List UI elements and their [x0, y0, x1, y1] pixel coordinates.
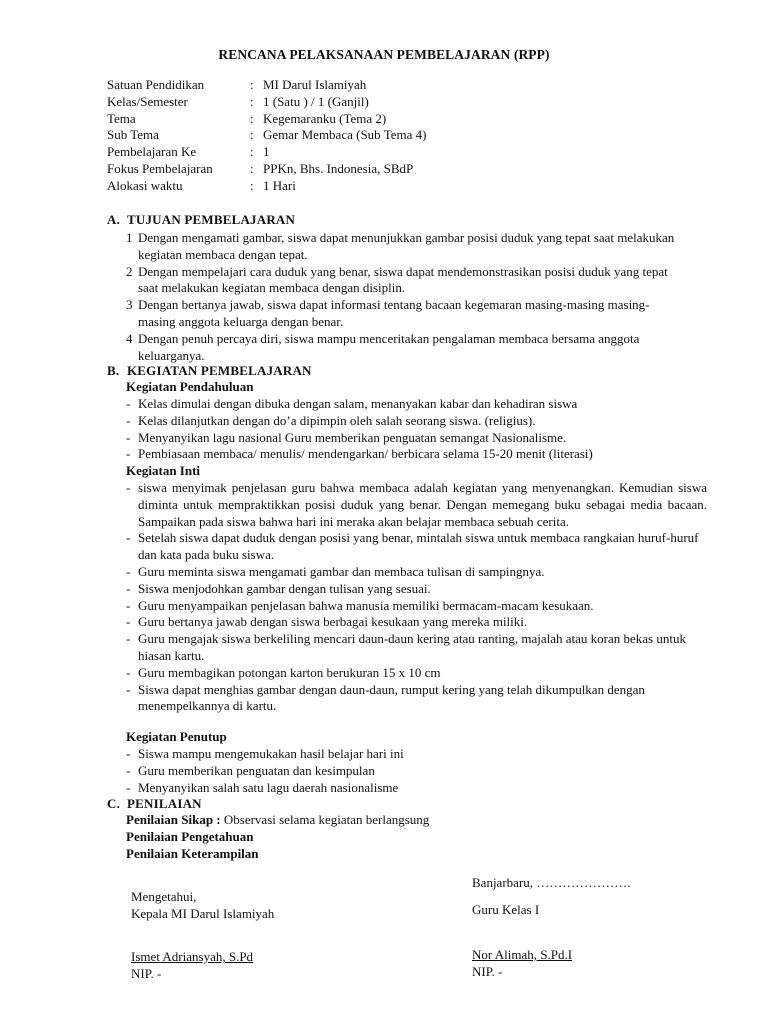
acknowledged-label: Mengetahui,	[131, 889, 197, 904]
list-item	[126, 631, 707, 665]
item-text: Kelas dimulai dengan dibuka dengan salam, menanyakan kabar dan kehadiran siswa	[138, 396, 578, 411]
assessment-label: Penilaian Sikap :	[126, 812, 221, 827]
item-number: 1	[126, 230, 133, 245]
list-item	[126, 665, 707, 682]
assessment-label: Penilaian Keterampilan	[126, 845, 259, 861]
meta-colon: :	[250, 177, 254, 193]
meta-row	[107, 111, 607, 128]
meta-row	[107, 144, 607, 161]
meta-label: Sub Tema	[107, 127, 159, 143]
bullet-dash: -	[126, 597, 131, 613]
item-text: Siswa mampu mengemukakan hasil belajar hari ini	[138, 746, 404, 761]
section-number: C.	[107, 796, 121, 811]
left-signatory	[131, 949, 253, 983]
list-item	[126, 297, 686, 331]
meta-value: Gemar Membaca (Sub Tema 4)	[263, 127, 427, 143]
bullet-dash: -	[126, 530, 131, 546]
place-date: Banjarbaru, ………………….	[472, 875, 631, 890]
item-text: Guru bertanya jawab dengan siswa berbagai kesukaan yang mereka miliki.	[138, 614, 528, 630]
bullet-dash: -	[126, 580, 131, 596]
list-item	[126, 763, 707, 780]
list-item	[126, 480, 707, 530]
item-text: Setelah siswa dapat duduk dengan posisi yang benar, mintalah siswa untuk membaca rangkaian huruf-huruf dan kata pada buku siswa.	[138, 530, 699, 563]
item-text: Menyanyikan salah satu lagu daerah nasionalisme	[138, 779, 399, 795]
subheading-penutup: Kegiatan Penutup	[126, 729, 227, 744]
meta-value: PPKn, Bhs. Indonesia, SBdP	[263, 160, 414, 176]
meta-label: Satuan Pendidikan	[107, 77, 205, 92]
item-number: 4	[126, 330, 133, 346]
section-title: PENILAIAN	[127, 796, 202, 811]
assessment-value: Observasi selama kegiatan berlangsung	[223, 812, 430, 827]
item-text: siswa menyimak penjelasan guru bahwa membaca adalah kegiatan yang menyenangkan. Kemudian siswa diminta untuk mempraktikkan posisi duduk yang benar. Dengan memegang buku sebagai media bacaan. Sampaikan pada siswa bahwa hari ini meraka akan belajar membaca sebuah cerita.	[138, 480, 707, 529]
meta-colon: :	[250, 93, 254, 109]
meta-label: Tema	[107, 110, 136, 126]
list-item	[126, 413, 707, 430]
section-a-heading	[107, 212, 295, 228]
item-text: Guru menyampaikan penjelasan bahwa manusia memiliki bermacam-macam kesukaan.	[138, 597, 594, 613]
assessment-keterampilan	[126, 846, 686, 863]
teacher-name: Nor Alimah, S.Pd.I	[472, 947, 573, 962]
bullet-dash: -	[126, 446, 131, 462]
list-item	[126, 331, 686, 365]
bullet-dash: -	[126, 563, 131, 579]
section-b-heading	[107, 363, 312, 379]
assessment-label: Penilaian Pengetahuan	[126, 828, 254, 844]
document-title: RENCANA PELAKSANAAN PEMBELAJARAN (RPP)	[218, 47, 550, 62]
inti-list	[126, 480, 707, 715]
meta-colon: :	[250, 144, 254, 160]
item-text: Guru membagikan potongan karton berukuran 15 x 10 cm	[138, 664, 441, 680]
item-text: Siswa menjodohkan gambar dengan tulisan yang sesuai.	[138, 580, 431, 596]
meta-value: Kegemaranku (Tema 2)	[263, 110, 387, 126]
subheading-pendahuluan: Kegiatan Pendahuluan	[126, 379, 254, 394]
meta-row	[107, 178, 607, 195]
left-signature-heading	[131, 889, 274, 923]
item-text: Kelas dilanjutkan dengan do’a dipimpin oleh salah seorang siswa. (religius).	[138, 412, 536, 428]
meta-colon: :	[250, 160, 254, 176]
meta-label: Alokasi waktu	[107, 177, 183, 193]
meta-row	[107, 127, 607, 144]
list-item	[126, 780, 707, 797]
meta-label: Pembelajaran Ke	[107, 144, 197, 160]
bullet-dash: -	[126, 779, 131, 795]
item-text: Dengan penuh percaya diri, siswa mampu menceritakan pengalaman membaca bersama anggota keluarganya.	[138, 330, 640, 363]
list-item	[126, 682, 707, 716]
list-item	[126, 446, 707, 463]
meta-row	[107, 161, 607, 178]
meta-value: 1	[263, 144, 270, 160]
pendahuluan-list	[126, 396, 707, 463]
bullet-dash: -	[126, 762, 131, 778]
section-number: B.	[107, 363, 120, 378]
list-item	[126, 230, 686, 264]
meta-row	[107, 94, 607, 111]
meta-value: 1 Hari	[263, 177, 296, 193]
meta-label: Kelas/Semester	[107, 93, 188, 109]
list-item	[126, 430, 707, 447]
teacher-nip: NIP. -	[472, 963, 503, 979]
list-item	[126, 581, 707, 598]
bullet-dash: -	[126, 429, 131, 445]
meta-colon: :	[250, 127, 254, 143]
section-c-heading	[107, 796, 202, 812]
meta-label: Fokus Pembelajaran	[107, 160, 213, 176]
bullet-dash: -	[126, 614, 131, 630]
item-text: Dengan mempelajari cara duduk yang benar, siswa dapat mendemonstrasikan posisi duduk yang tepat saat melakukan kegiatan membaca dengan disiplin.	[138, 263, 668, 296]
item-text: Guru mengajak siswa berkeliling mencari daun-daun kering atau ranting, majalah atau koran bekas untuk hiasan kartu.	[138, 631, 686, 663]
list-item	[126, 614, 707, 631]
meta-value: MI Darul Islamiyah	[263, 77, 367, 92]
list-item	[126, 396, 707, 413]
bullet-dash: -	[126, 396, 131, 411]
principal-title: Kepala MI Darul Islamiyah	[131, 905, 275, 921]
bullet-dash: -	[126, 746, 131, 761]
item-text: Dengan mengamati gambar, siswa dapat menunjukkan gambar posisi duduk yang tepat saat melakukan kegiatan membaca dengan tepat.	[138, 230, 675, 262]
principal-nip: NIP. -	[131, 965, 162, 981]
item-text: Pembiasaan membaca/ menulis/ mendengarkan/ berbicara selama 15-20 menit (literasi)	[138, 446, 593, 462]
meta-row	[107, 77, 607, 94]
list-item	[126, 530, 707, 564]
assessment-pengetahuan	[126, 829, 686, 846]
subheading-inti: Kegiatan Inti	[126, 463, 201, 478]
right-signatory	[472, 947, 572, 981]
item-number: 2	[126, 263, 133, 279]
list-item	[126, 746, 707, 763]
bullet-dash: -	[126, 664, 131, 680]
assessment-block	[126, 812, 686, 862]
list-item	[126, 564, 707, 581]
item-text: Guru memberikan penguatan dan kesimpulan	[138, 762, 375, 778]
bullet-dash: -	[126, 412, 131, 428]
section-title: TUJUAN PEMBELAJARAN	[127, 212, 296, 227]
assessment-sikap	[126, 812, 686, 829]
list-item	[126, 598, 707, 615]
meta-colon: :	[250, 77, 254, 92]
item-text: Dengan bertanya jawab, siswa dapat informasi tentang bacaan kegemaran masing-masing masing-masing anggota keluarga dengan benar.	[138, 297, 650, 329]
penutup-list	[126, 746, 707, 796]
teacher-title: Guru Kelas I	[472, 902, 540, 917]
item-text: Menyanyikan lagu nasional Guru memberikan penguatan semangat Nasionalisme.	[138, 429, 567, 445]
section-number: A.	[107, 212, 121, 227]
meta-colon: :	[250, 110, 254, 126]
bullet-dash: -	[126, 631, 131, 647]
bullet-dash: -	[126, 480, 131, 495]
principal-name: Ismet Adriansyah, S.Pd	[131, 949, 254, 964]
item-number: 3	[126, 297, 133, 313]
list-item	[126, 264, 686, 298]
meta-value: 1 (Satu ) / 1 (Ganjil)	[263, 93, 369, 109]
item-text: Guru meminta siswa mengamati gambar dan membaca tulisan di sampingnya.	[138, 563, 545, 579]
identity-block	[107, 77, 607, 195]
objectives-list	[126, 230, 686, 364]
bullet-dash: -	[126, 681, 131, 697]
item-text: Siswa dapat menghias gambar dengan daun-daun, rumput kering yang telah dikumpulkan dengan menempelkannya di kartu.	[138, 681, 645, 714]
section-title: KEGIATAN PEMBELAJARAN	[127, 363, 312, 378]
